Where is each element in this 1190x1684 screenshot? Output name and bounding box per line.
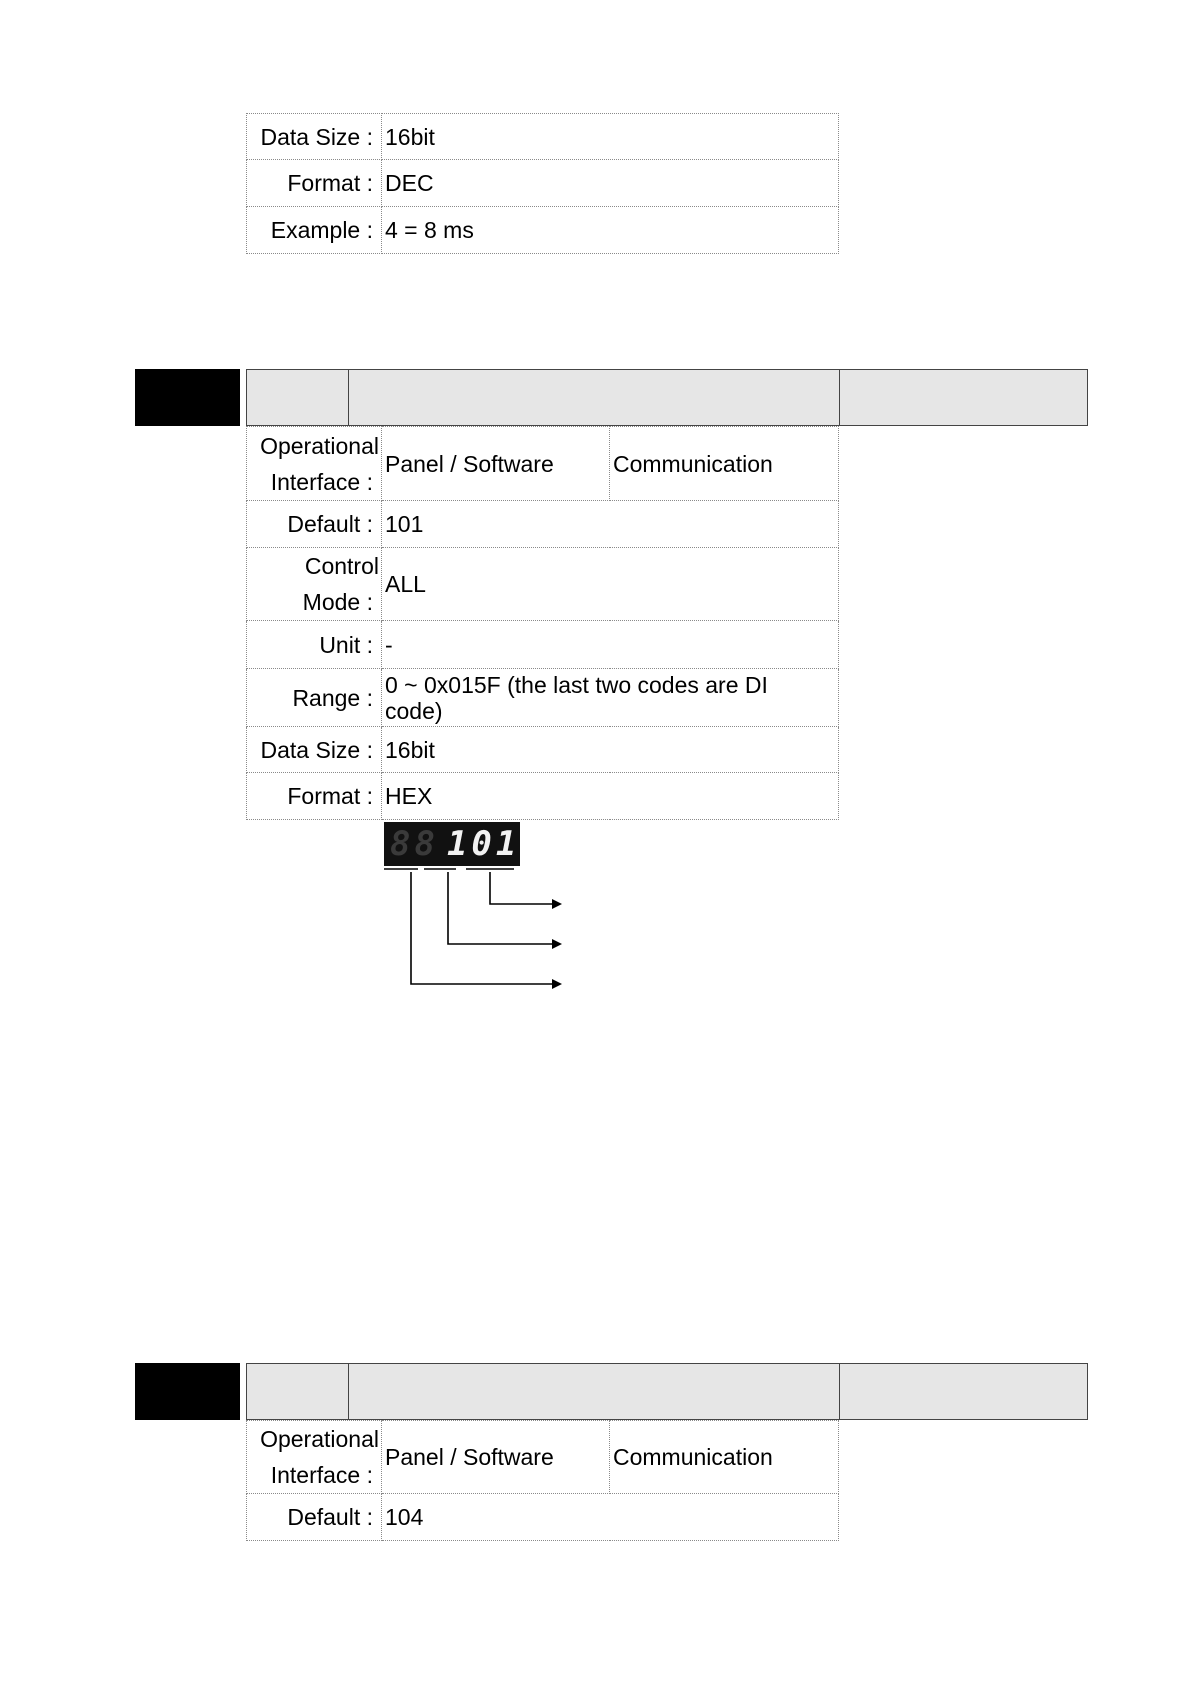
header-cell-name [349, 1364, 840, 1419]
table-row [247, 427, 839, 501]
label-line: Operational [260, 432, 379, 459]
table-row [247, 669, 839, 727]
format-label: Format : [247, 160, 382, 207]
default-value: 104 [382, 1494, 839, 1541]
operational-interface-label [247, 427, 382, 501]
table-row [247, 207, 839, 254]
arrow-head-icon [552, 899, 562, 909]
range-label: Range : [247, 669, 382, 727]
param-code-box [135, 369, 240, 426]
unit-value: - [382, 621, 839, 669]
interface-panel-software: Panel / Software [382, 1421, 610, 1494]
format-label: Format : [247, 773, 382, 820]
table-row [247, 1494, 839, 1541]
interface-panel-software: Panel / Software [382, 427, 610, 501]
label-line: Mode : [302, 589, 373, 615]
table-row [247, 727, 839, 773]
label-line: Control [304, 553, 379, 579]
table-row [247, 160, 839, 207]
example-value: 4 = 8 ms [382, 207, 839, 254]
data-size-value: 16bit [382, 114, 839, 160]
header-cell-address [840, 1364, 1087, 1419]
digit-arrows-diagram [384, 866, 564, 996]
display-lit-digits: 101 [446, 824, 521, 864]
label-line: Interface : [270, 1462, 373, 1488]
table-row [247, 548, 839, 621]
arrow-head-icon [552, 939, 562, 949]
data-size-label: Data Size : [247, 727, 382, 773]
param-spec-table [246, 426, 839, 820]
seven-segment-display [384, 822, 520, 866]
arrow-line [448, 872, 556, 944]
param-header-bar [246, 369, 1088, 426]
header-cell-code [247, 370, 349, 425]
label-line: Operational [260, 1426, 379, 1452]
data-size-value: 16bit [382, 727, 839, 773]
table-row [247, 621, 839, 669]
unit-label: Unit : [247, 621, 382, 669]
default-label: Default : [247, 1494, 382, 1541]
arrow-line [490, 872, 556, 904]
display-dim-digits: 88 [390, 824, 439, 864]
operational-interface-label [247, 1421, 382, 1494]
example-label: Example : [247, 207, 382, 254]
default-value: 101 [382, 501, 839, 548]
header-cell-address [840, 370, 1087, 425]
interface-communication: Communication [610, 427, 839, 501]
data-size-label: Data Size : [247, 114, 382, 160]
range-value: 0 ~ 0x015F (the last two codes are DI code) [382, 669, 839, 727]
param-code-box [135, 1363, 240, 1420]
control-mode-label [247, 548, 382, 621]
arrow-line [411, 872, 556, 984]
param-spec-table [246, 1420, 839, 1541]
format-value: HEX [382, 773, 839, 820]
header-cell-code [247, 1364, 349, 1419]
default-label: Default : [247, 501, 382, 548]
label-line: Interface : [270, 468, 373, 495]
table-row [247, 501, 839, 548]
table-row [247, 114, 839, 160]
arrow-head-icon [552, 979, 562, 989]
format-value: DEC [382, 160, 839, 207]
control-mode-value: ALL [382, 548, 839, 621]
interface-communication: Communication [610, 1421, 839, 1494]
header-cell-name [349, 370, 840, 425]
table-row [247, 773, 839, 820]
param-header-bar [246, 1363, 1088, 1420]
spec-table-top [246, 113, 839, 254]
table-row [247, 1421, 839, 1494]
